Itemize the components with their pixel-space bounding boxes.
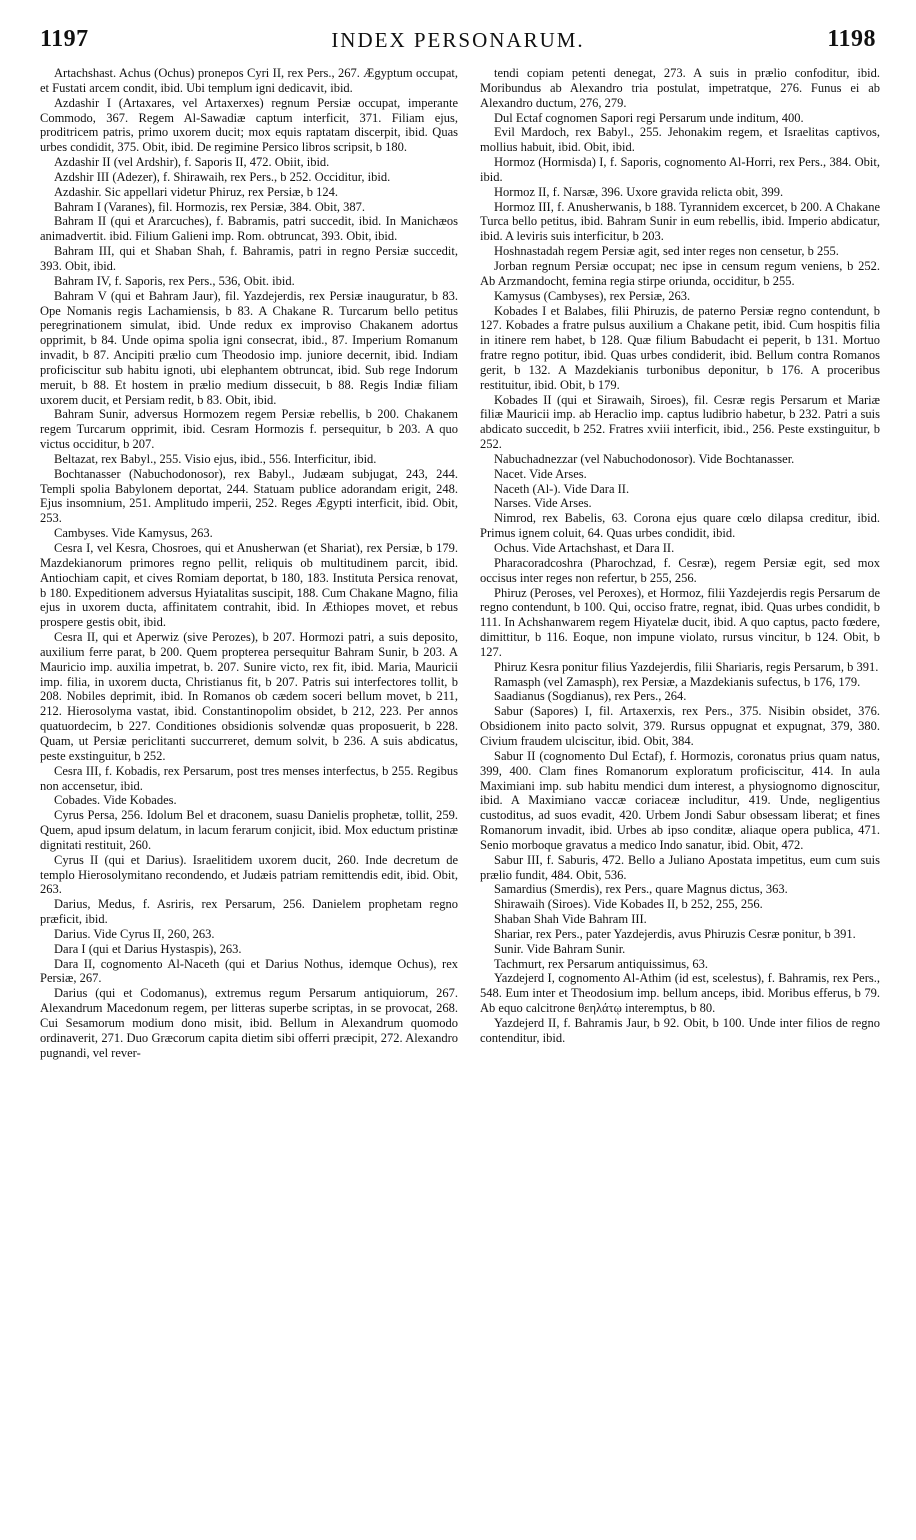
index-entry: Beltazat, rex Babyl., 255. Visio ejus, ibid., 556. Interficitur, ibid. (54, 451, 377, 466)
page-header (40, 26, 876, 56)
index-entry: Cambyses. Vide Kamysus, 263. (54, 526, 213, 541)
index-entry: Hormoz (Hormisda) I, f. Saporis, cognomento Al-Horri, rex Pers., 384. Obit, ibid. (480, 155, 880, 184)
index-entry: Shirawaih (Siroes). Vide Kobades II, b 252, 255, 256. (494, 897, 763, 912)
index-entry: Phiruz Kesra ponitur filius Yazdejerdis, filii Shariaris, regis Persarum, b 391. (494, 659, 879, 674)
index-entry: Dara I (qui et Darius Hystaspis), 263. (54, 941, 242, 956)
index-entry: Bahram Sunir, adversus Hormozem regem Persiæ rebellis, b 200. Chakanem regem Turcarum opprimit, ibid. Cesram Hormozis f. persequitur, b 203. A quo victus occiditur, b 207. (40, 407, 458, 452)
index-entry: Nimrod, rex Babelis, 63. Corona ejus quare cœlo dilapsa creditur, ibid. Primus ignem coluit, 64. Quas urbes condidit, ibid. (480, 511, 880, 541)
index-entry: Bahram I (Varanes), fil. Hormozis, rex Persiæ, 384. Obit, 387. (54, 199, 366, 214)
index-entry: Evil Mardoch, rex Babyl., 255. Jehonakim regem, et Israelitas captivos, mollius habuit, ibid. Obit, ibid. (480, 125, 880, 155)
index-entry: Ramasph (vel Zamasph), rex Persiæ, a Mazdekianis sufectus, b 176, 179. (494, 674, 861, 689)
index-entry: Darius (qui et Codomanus), extremus regum Persarum antiquiorum, 267. Alexandrum Macedonum regem, per litteras superbe scriptas, in se provocat, 268. Cui Sesamorum modium dono misit, ibid. Bellum in Alexandrum quomodo ordinaverit, 271. Duo Græcorum capita dietim sibi offerri præcipit, 272. Alexandro pugnandi, vel rever- (40, 986, 458, 1060)
index-entry: Darius, Medus, f. Asriris, rex Persarum, 256. Danielem prophetam regno præficit, ibid. (40, 897, 458, 927)
index-entry: Darius. Vide Cyrus II, 260, 263. (54, 926, 215, 941)
index-entry: Shariar, rex Pers., pater Yazdejerdis, avus Phiruzis Cesræ ponitur, b 391. (494, 926, 856, 941)
index-entry: Azdashir I (Artaxares, vel Artaxerxes) regnum Persiæ occupat, imperante Commodo, 367. Regem Al-Sawadiæ captum interficit, 371. Filiam ejus, proditricem patris, primo uxorem ducit; mox equis raptatam discerpit, ibid. Quas urbes condidit, 375. Obit, ibid. De regimine Persico libros scripsit, b 180. (40, 95, 458, 155)
index-entry: tendi copiam petenti denegat, 273. A suis in prælio confoditur, ibid. Moribundus ab Alexandro tria postulat, impetratque, 276. Funus ei ab Alexandro ductum, 276, 279. (480, 66, 880, 110)
index-entry: Tachmurt, rex Persarum antiquissimus, 63. (494, 956, 709, 971)
index-entry: Sunir. Vide Bahram Sunir. (494, 941, 626, 956)
page-number-right: 1198 (827, 26, 876, 52)
index-entry: Narses. Vide Arses. (494, 496, 592, 511)
index-entry: Naceth (Al-). Vide Dara II. (494, 481, 630, 496)
index-entry: Cyrus II (qui et Darius). Israelitidem uxorem ducit, 260. Inde decretum de templo Hierosolymitano recondendo, et Judæis patriam remittendis edit, ibid. Obit, 263. (40, 852, 458, 897)
index-entry: Hoshnastadah regem Persiæ agit, sed inter reges non censetur, b 255. (494, 244, 839, 259)
index-entry: Hormoz II, f. Narsæ, 396. Uxore gravida relicta obit, 399. (494, 184, 784, 199)
index-entry: Dara II, cognomento Al-Naceth (qui et Darius Nothus, idemque Ochus), rex Persiæ, 267. (40, 956, 458, 986)
left-column (40, 66, 458, 1528)
index-entry: Dul Ectaf cognomen Sapori regi Persarum unde inditum, 400. (494, 110, 804, 125)
index-entry: Jorban regnum Persiæ occupat; nec ipse in censum regum veniens, b 252. Ab Arzmandocht, femina regia stirpe oriunda, occiditur, b 255. (480, 258, 880, 288)
index-entry: Bahram V (qui et Bahram Jaur), fil. Yazdejerdis, rex Persiæ inauguratur, b 83. Ope Nomanis regis Lachamiensis, b 83. A Chakane R. Turcarum bello petitus peregrinationem simulat, ibid. Unde redux ex improviso Chakanem adortus opprimit, b 84. Unde opima spolia igni consecrat, ibid., 87. Imperium Romanum invadit, b 87. Ancipiti prælio cum Theodosio imp. juniore decernit, ibid. Indiam proficiscitur sub habitu ignoti, ubi elephantem obtruncat, ibid. Sub rege Indorum meruit, b 88. Et hostem in prælio medium dissecuit, b 88. Regis Indiæ filiam uxorem ducit, et Persiam redit, b 83. Obit, ibid. (40, 288, 458, 407)
index-entry: Yazdejerd II, f. Bahramis Jaur, b 92. Obit, b 100. Unde inter filios de regno contenditur, ibid. (480, 1016, 880, 1045)
index-entry: Cesra II, qui et Aperwiz (sive Perozes), b 207. Hormozi patri, a suis deposito, auxilium ferre parat, b 200. Quem propterea persequitur Bahram Sunir, b 203. A Mauricio imp. auxilia impetrat, b. 207. Sunire victo, rex fit, ibid. Maria, Mauricii imp. filia, in uxorem ducta, Christianus fit, b 207. Patris sui interfectores tollit, b 208. Nobiles deprimit, ibid. In Romanos ob cædem soceri bellum movet, b 211, 212. Hierosolyma vastat, ibid. Constantinopolim obsidet, b 212, 223. Per annos quatuordecim, b 227. Conditiones obsidionis solvendæ quas proposuerit, b 228. Quam, ut Persiæ periclitanti succurreret, demum solvit, b 236. A suis abdicatus, peste exstinguitur, b 252. (40, 630, 458, 763)
index-entry: Kamysus (Cambyses), rex Persiæ, 263. (494, 288, 691, 303)
index-entry: Phiruz (Peroses, vel Peroxes), et Hormoz, filii Yazdejerdis regis Persarum de regno contendunt, b 100. Qui, occiso fratre, regnat, ibid. Quas urbes condidit, b 111. In Achshanwarem regem Hiyatelæ ducit, ibid. A quo captus, pacto fœdere, dimittitur, b 116. Eoque, non impune violato, rursus vincitur, b 124. Obit, b 127. (480, 585, 880, 659)
index-entry: Cobades. Vide Kobades. (54, 793, 177, 808)
index-entry: Pharacoradcoshra (Pharochzad, f. Cesræ), regem Persiæ egit, sed mox occisus inter reges non refertur, b 255, 256. (480, 555, 880, 585)
index-entry: Shaban Shah Vide Bahram III. (494, 912, 647, 927)
index-entry: Saadianus (Sogdianus), rex Pers., 264. (494, 689, 687, 704)
index-entry: Nabuchadnezzar (vel Nabuchodonosor). Vide Bochtanasser. (494, 451, 795, 466)
index-entry: Ochus. Vide Artachshast, et Dara II. (494, 541, 675, 555)
index-entry: Azdashir. Sic appellari videtur Phiruz, rex Persiæ, b 124. (54, 184, 338, 199)
index-entry: Cesra III, f. Kobadis, rex Persarum, post tres menses interfectus, b 255. Regibus non accensetur, ibid. (40, 763, 458, 793)
index-entry: Sabur II (cognomento Dul Ectaf), f. Hormozis, coronatus prius quam natus, 399, 400. Clam fines Romanorum exploratum proficiscitur, 414. In aula Maximiani imp. sub habitu mendici dum interest, a physiognomo dignoscitur, ibid. A Maximiano vaccæ coriaceæ includitur, 419. Unde, negligentius custoditus, ad suos evadit, 420. Urbem Jondi Sabur obsessam liberat; et fines Romanorum invadit, ibid. Urbes ab ipso conditæ, aliaque opera publica, 471. Senio morboque gravatus a medico Indo sanatur, ibid. Obit, 472. (480, 748, 880, 852)
running-title: INDEX PERSONARUM. (331, 28, 585, 52)
index-entry: Samardius (Smerdis), rex Pers., quare Magnus dictus, 363. (494, 882, 788, 897)
right-column (480, 66, 880, 1528)
index-entry: Kobades I et Balabes, filii Phiruzis, de paterno Persiæ regno contendunt, b 127. Kobades a fratre pulsus auxilium a Chakane petit, ibid. Cum hospitis filia in itinere rem habet, b 128. Quæ filium Babudacht ei peperit, b 131. Mortuo fratre regno potitur, ibid. Quas urbes condiderit, ibid. Bellum contra Romanos gerit, b 132. A Mazdekianis turbonibus deponitur, b 176. A proceribus restituitur, ibid. Obit, b 179. (480, 303, 880, 392)
index-entry: Hormoz III, f. Anusherwanis, b 188. Tyrannidem excercet, b 200. A Chakane Turca bello petitus, ibid. Bahram Sunir in eum rebellis, ibid. Imperio abdicatur, ibid. A leviris suis interficitur, b 203. (480, 199, 880, 244)
index-entry: Nacet. Vide Arses. (494, 466, 587, 481)
index-entry: Bochtanasser (Nabuchodonosor), rex Babyl., Judæam subjugat, 243, 244. Templi spolia Babylonem deportat, 244. Statuam publice adorandam erigit, 248. Ejus insomnium, 251. Amplitudo imperii, 252. Reges Ægypti interficit, ibid. Obit, 253. (40, 466, 458, 526)
index-entry: Cesra I, vel Kesra, Chosroes, qui et Anusherwan (et Shariat), rex Persiæ, b 179. Mazdekianorum primores regno pellit, reliquis ob multitudinem parcit, ibid. Antiochiam capit, et cives Romiam deportat, b 180, 183. Instituta Persica renovat, b 180. Expeditionem adversus Hyiatalitas suscipit, 188. Cum Chakane Magno, filia ejus in uxorem ducta, affinitatem contrahit, ibid. In Æthiopes movet, et rebus prospere gestis obit, ibid. (40, 541, 458, 630)
index-entry: Bahram III, qui et Shaban Shah, f. Bahramis, patri in regno Persiæ succedit, 393. Obit, ibid. (40, 244, 458, 273)
index-entry: Sabur III, f. Saburis, 472. Bello a Juliano Apostata impetitus, eum cum suis prælio fundit, 484. Obit, 536. (480, 852, 880, 882)
index-entry: Artachshast. Achus (Ochus) pronepos Cyri II, rex Pers., 267. Ægyptum occupat, et Fustati arcem condit, ibid. Ubi templum igni dedicavit, ibid. (40, 66, 458, 95)
page-number-left: 1197 (40, 26, 89, 52)
index-entry: Bahram IV, f. Saporis, rex Pers., 536, Obit. ibid. (54, 273, 295, 288)
index-entry: Kobades II (qui et Sirawaih, Siroes), fil. Cesræ regis Persarum et Mariæ filiæ Mauricii imp. ab Heraclio imp. captus ludibrio habetur, b 232. Patri a suis abdicato succedit, b 252. Fratres xviii interficit, ibid., 256. Peste exstinguitur, b 252. (480, 392, 880, 452)
index-entry: Bahram II (qui et Ararcuches), f. Babramis, patri succedit, ibid. In Manichæos animadvertit. ibid. Filium Galieni imp. Rom. obtruncat, 393. Obit, ibid. (40, 214, 458, 244)
index-entry: Azdashir II (vel Ardshir), f. Saporis II, 472. Obiit, ibid. (54, 155, 330, 170)
index-entry: Yazdejerd I, cognomento Al-Athim (id est, scelestus), f. Bahramis, rex Pers., 548. Eum inter et Theodosium imp. bellum anceps, ibid. Moribus efferus, b 79. Ab equo calcitrone θεηλάτῳ interemptus, b 80. (480, 971, 880, 1016)
index-entry: Cyrus Persa, 256. Idolum Bel et draconem, suasu Danielis prophetæ, tollit, 259. Quem, apud ipsum delatum, in lacum ferarum conjicit, ibid. Mox eductum pristinæ dignitati restituit, 260. (40, 808, 458, 852)
index-entry: Azdshir III (Adezer), f. Shirawaih, rex Pers., b 252. Occiditur, ibid. (54, 169, 391, 184)
index-entry: Sabur (Sapores) I, fil. Artaxerxis, rex Pers., 375. Nisibin obsidet, 376. Obsidionem inito pacto solvit, 379. Rursus oppugnat et expugnat, 379, 380. Civium fraudem ulciscitur, ibid. Obit, 384. (480, 704, 880, 748)
